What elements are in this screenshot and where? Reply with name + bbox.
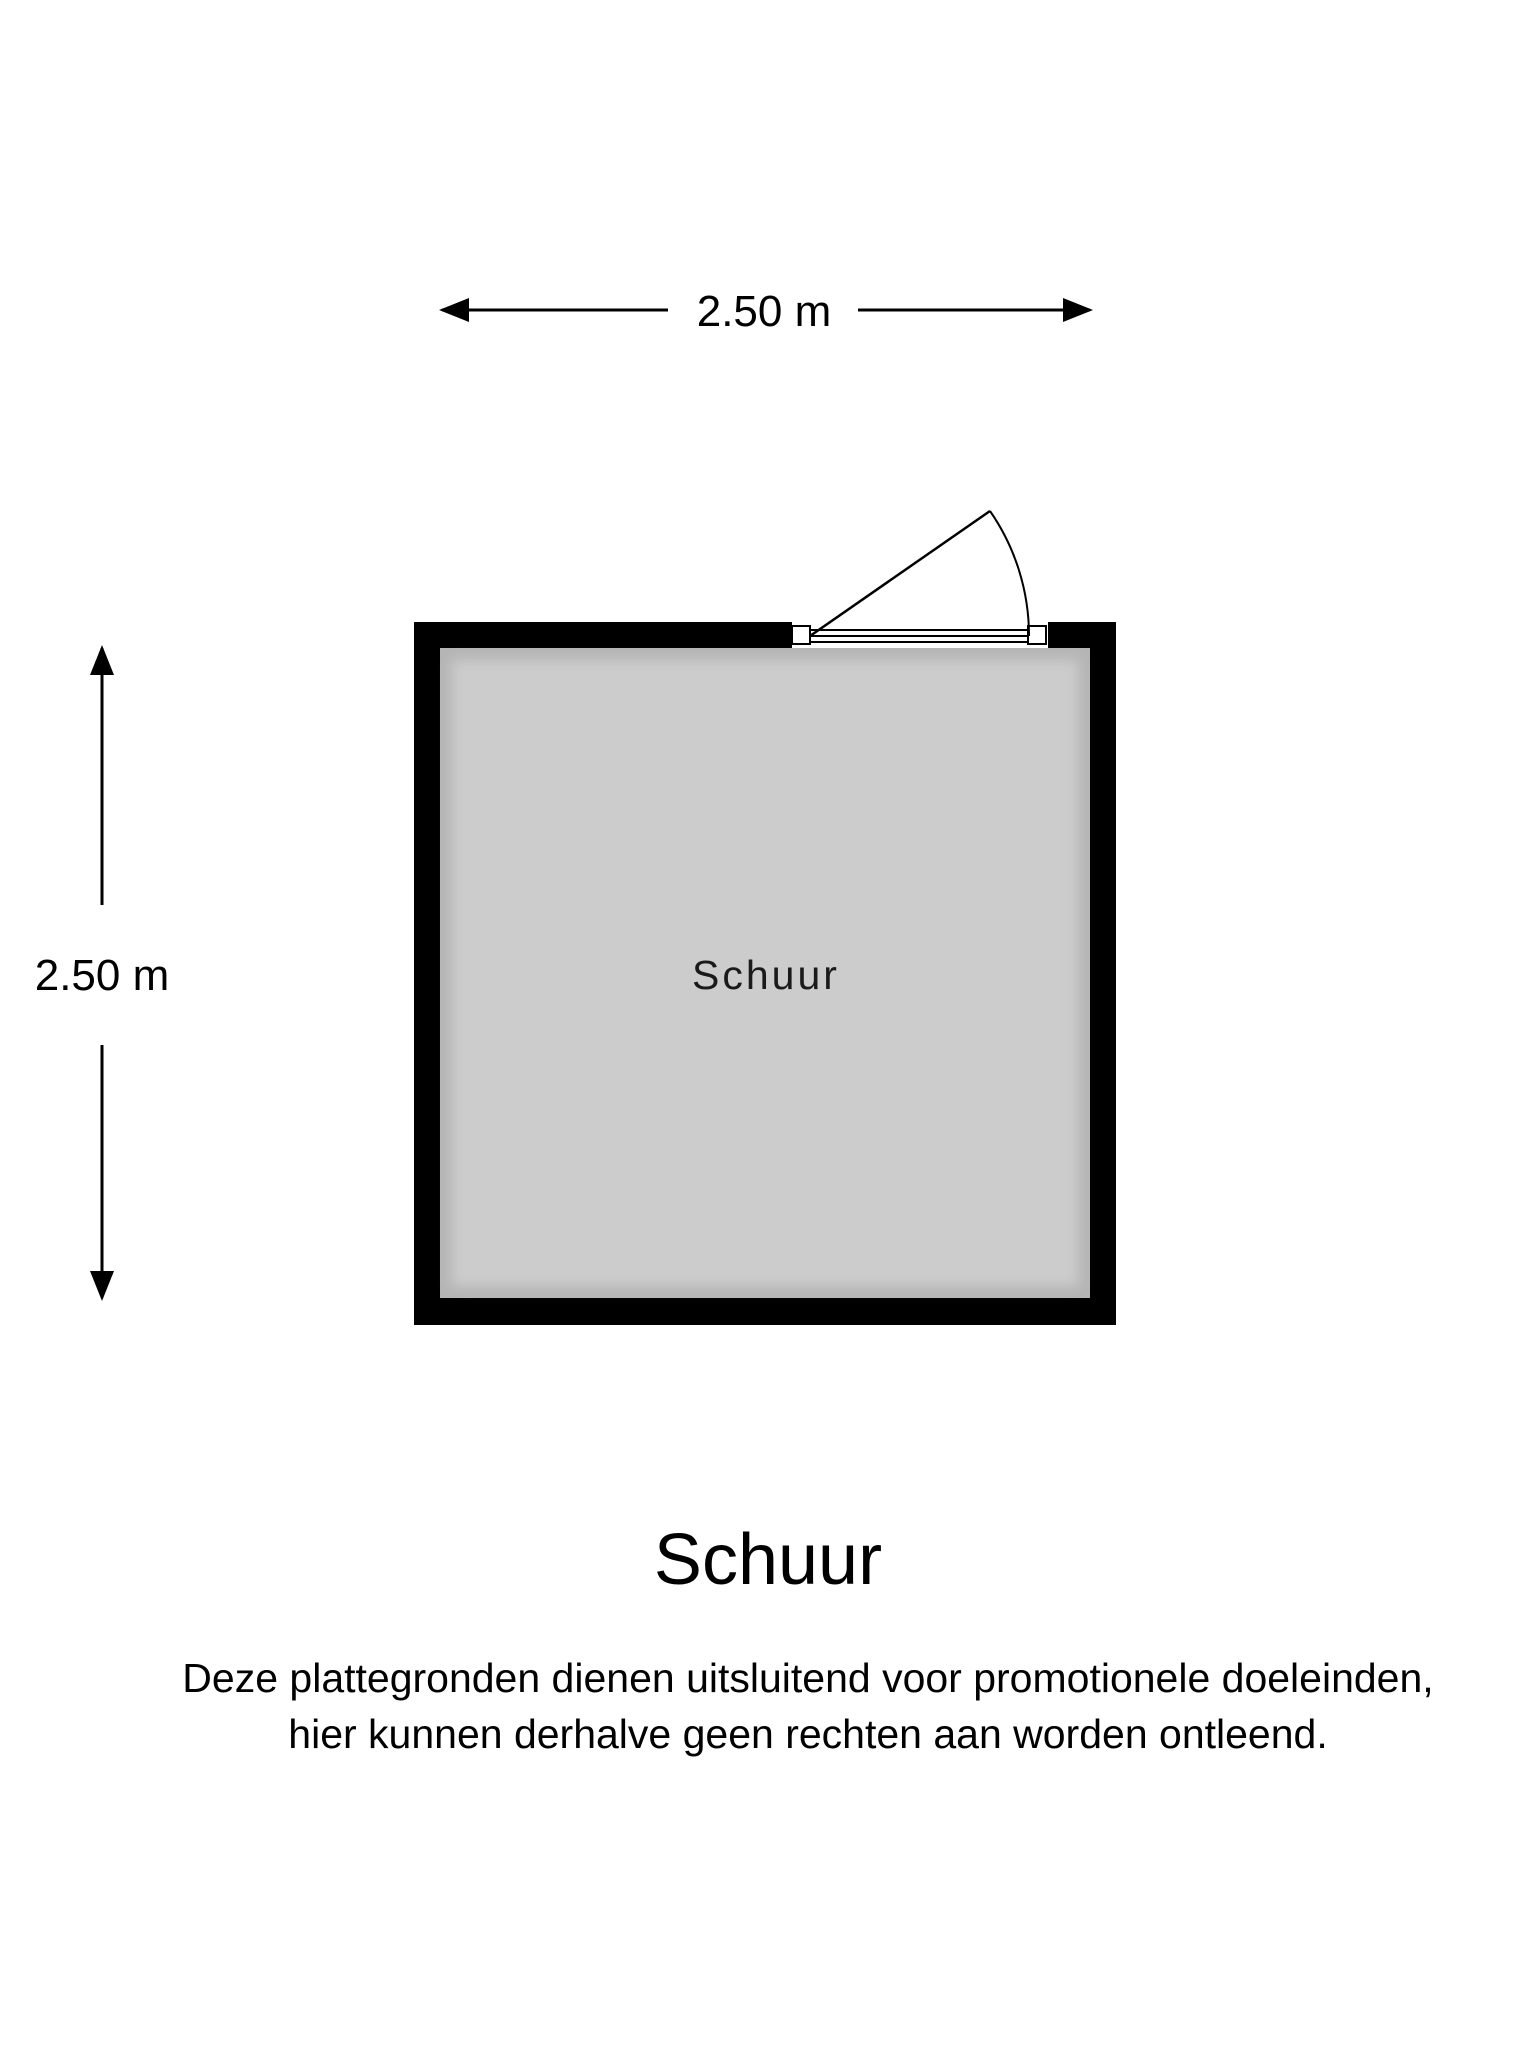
door-leaf	[810, 511, 990, 636]
disclaimer-line-2: hier kunnen derhalve geen rechten aan worden ontleend.	[288, 1711, 1328, 1757]
plan-title: Schuur	[653, 1520, 883, 1600]
height-dimension-label: 2.50 m	[34, 951, 170, 1000]
width-dimension-label: 2.50 m	[696, 287, 832, 336]
disclaimer	[40, 1650, 1536, 1762]
door-jamb-left	[792, 626, 810, 644]
door	[792, 511, 1048, 648]
door-jamb-right	[1028, 626, 1046, 644]
door-swing-arc	[990, 511, 1029, 636]
room-label: Schuur	[692, 952, 840, 998]
height-dimension	[35, 648, 170, 1298]
disclaimer-line-1: Deze plattegronden dienen uitsluitend voor promotionele doeleinden,	[182, 1655, 1434, 1701]
width-dimension	[442, 287, 1090, 336]
